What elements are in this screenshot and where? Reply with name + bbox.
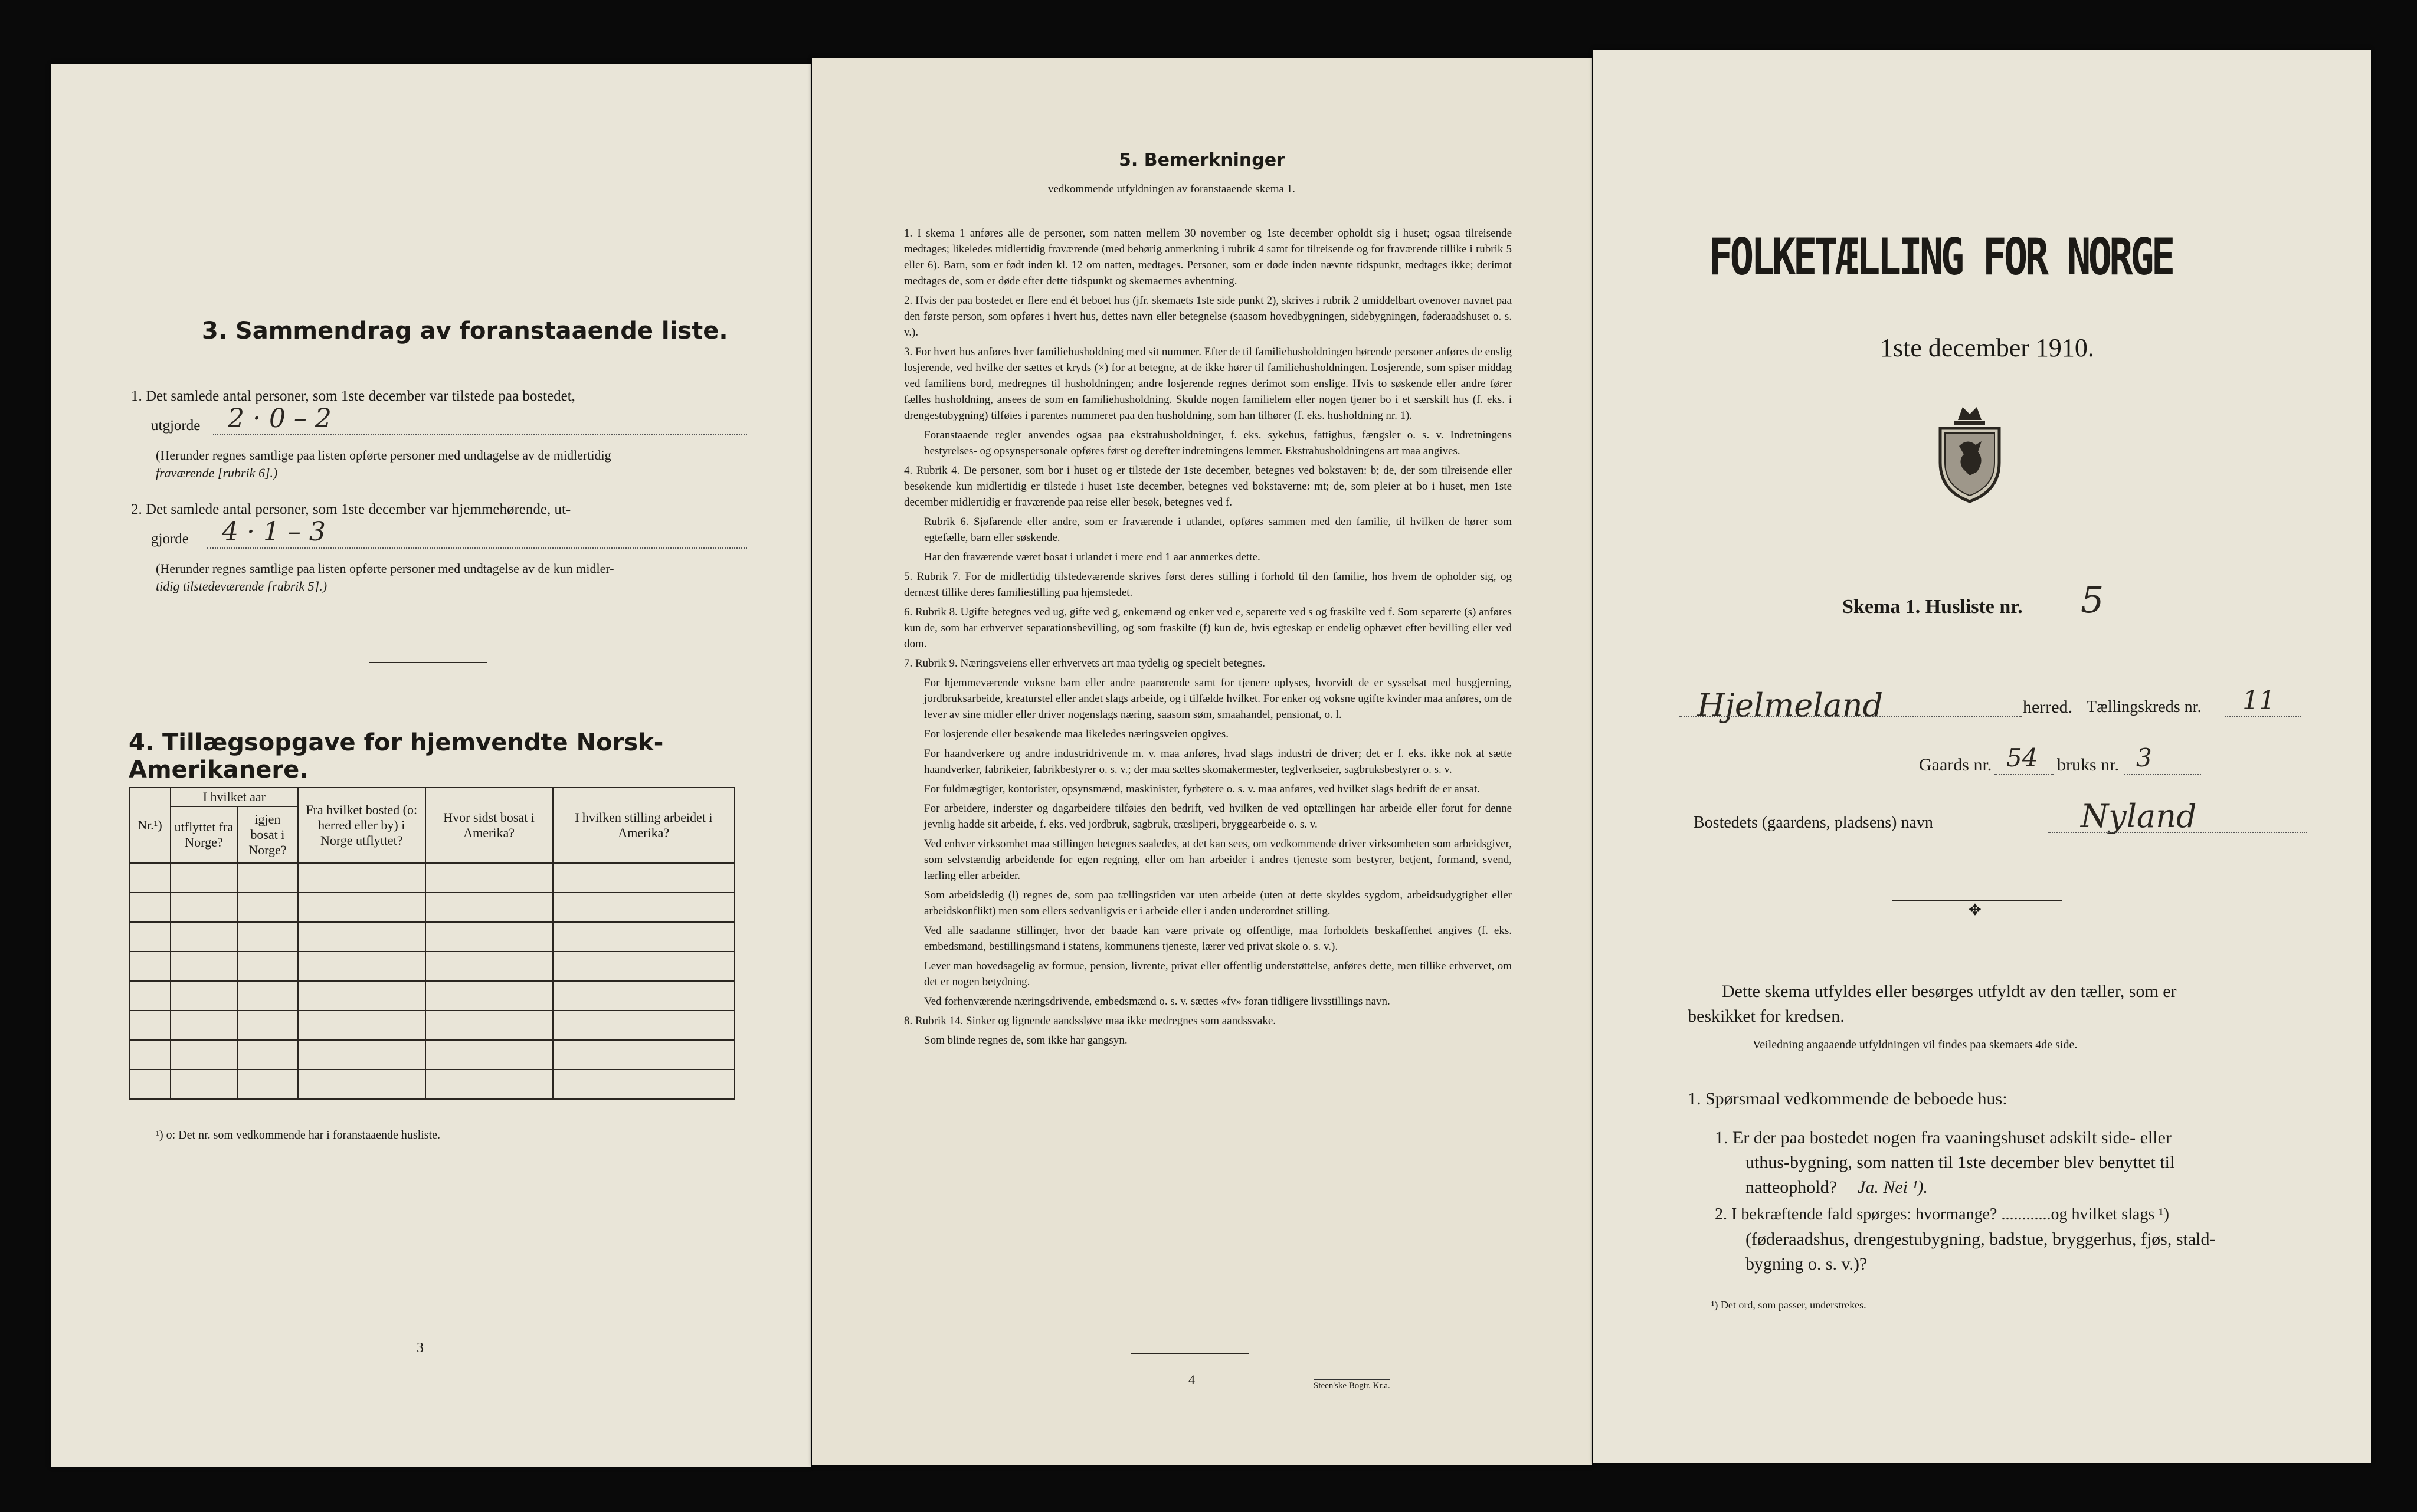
question-2-b: (føderaadshus, drengestubygning, badstue, bryggerhus, fjøs, stald- [1745, 1229, 2216, 1249]
intro-line-1: Dette skema utfyldes eller besørges utfyldt av den tæller, som er [1722, 982, 2177, 1001]
remark-paragraph: Rubrik 6. Sjøfarende eller andre, som er fraværende i utlandet, opføres sammen med den familie, til hvilken de hører som egtefælle, barn eller søskende. [924, 516, 1512, 544]
col-group-aar: I hvilket aar [171, 788, 298, 806]
kreds-label: Tællingskreds nr. [2087, 698, 2202, 716]
question-1: 1. Er der paa bostedet nogen fra vaaningshuset adskilt side- eller [1715, 1128, 2172, 1147]
separator [369, 662, 487, 663]
gaards-value: 54 [2006, 743, 2038, 772]
item2-values: 4 · 1 – 3 [222, 517, 326, 547]
remark-paragraph: For arbeidere, inderster og dagarbeidere tilføies den bedrift, ved hvilken de ved optællingen har arbeide eller forut for denne jevnlig hadde sit arbeide, f. eks. ved jordbruk, sagbruk, træsliperi, bryggearbeide o. s. v. [924, 802, 1512, 831]
table-row [129, 922, 735, 952]
item2-text: 2. Det samlede antal personer, som 1ste december var hjemmehørende, ut- [131, 501, 571, 517]
item2-note-b: tidig tilstedeværende [rubrik 5].) [156, 579, 327, 593]
intro-note: Veiledning angaaende utfyldningen vil findes paa skemaets 4de side. [1753, 1038, 2078, 1051]
col-utflyttet: utflyttet fra Norge? [171, 806, 237, 863]
section-3-heading: 3. Sammendrag av foranstaaende liste. [202, 317, 728, 345]
page-number: 3 [417, 1340, 424, 1356]
bosted-value: Nyland [2081, 798, 2197, 835]
question-1-answer: Ja. Nei ¹). [1858, 1178, 1928, 1197]
table-row [129, 981, 735, 1011]
col-bosted: Fra hvilket bosted (o: herred eller by) i Norge utflyttet? [298, 788, 425, 863]
gaards-label: Gaards nr. [1919, 755, 1992, 775]
col-amerika: Hvor sidst bosat i Amerika? [425, 788, 553, 863]
coat-of-arms-icon [1934, 404, 2005, 504]
printer-mark: Steen'ske Bogtr. Kr.a. [1314, 1379, 1390, 1391]
item1-values: 2 · 0 – 2 [228, 404, 332, 434]
document-title: FOLKETÆLLING FOR NORGE [1709, 228, 2173, 287]
remark-paragraph: 1. I skema 1 anføres alle de personer, som natten mellem 30 november og 1ste december opholdt sig i huset; ogsaa tilreisende medtages; likeledes midlertidig fraværende (med behørig anmerkning i rubrik 4 samt for tilreisende og for fraværende tillike i rubrik 5 eller 6). Barn, som er født inden kl. 12 om natten, medtages. Personer, som er døde inden nævnte tidspunkt, medtages ikke; derimot medtages de, som er døde efter dette tidspunkt og skemaernes avhentning. [904, 227, 1512, 287]
remarks-body [904, 225, 1512, 1052]
col-nr: Nr.¹) [129, 788, 171, 863]
item2-note: (Herunder regnes samtlige paa listen opførte personer med undtagelse av de kun midler- [156, 561, 614, 576]
remark-paragraph: 4. Rubrik 4. De personer, som bor i huset og er tilstede der 1ste december, betegnes ved bokstaven: b; de, der som tilreisende eller besøkende kun midlertidig er tilstede i huset 1ste december, betegnes ved bokstaverne: mt; de, som pleier at bo i huset, men 1ste december midlertidig er fraværende paa reise eller besøk, betegnes ved f. [904, 464, 1512, 509]
remark-paragraph: For fuldmægtiger, kontorister, opsynsmænd, maskinister, fyrbøtere o. s. v. maa anføres, ved hvilket slags bedrift de er ansat. [924, 783, 1481, 795]
right-footnote: ¹) Det ord, som passer, understrekes. [1711, 1299, 1866, 1311]
table-row [129, 1070, 735, 1099]
ornament-icon: ✥ [1969, 901, 1982, 919]
norsk-amerikanere-table [129, 787, 735, 1100]
remark-paragraph: Som arbeidsledig (l) regnes de, som paa tællingstiden var uten arbeide (uten at dette skyldes sygdom, arbeidsudygtighet eller arbeidskonflikt) men som ellers sedvanligvis er i arbeide eller i anden underordnet stilling. [924, 889, 1512, 917]
remark-paragraph: Som blinde regnes de, som ikke har gangsyn. [924, 1034, 1128, 1047]
item1-label: utgjorde [151, 418, 201, 434]
remark-paragraph: Ved alle saadanne stillinger, hvor der baade kan være private og offentlige, maa forholdets beskaffenhet angives (f. eks. embedsmand, bestillingsmand i statens, kommunens tjeneste, lærer ved privat skole o. s. v.). [924, 924, 1512, 953]
remark-paragraph: 6. Rubrik 8. Ugifte betegnes ved ug, gifte ved g, enkemænd og enker ved e, separerte ved s og fraskilte ved f. Som separerte (s) anføres kun de, som har erhvervet separationsbevilling, og som fraskilte (f) kun de, hvis egteskap er endelig ophævet efter bevilling eller ved dom. [904, 606, 1512, 650]
question-2: 2. I bekræftende fald spørges: hvormange? ............og hvilket slags ¹) [1715, 1205, 2169, 1224]
remark-paragraph: Foranstaaende regler anvendes ogsaa paa ekstrahusholdninger, f. eks. sykehus, fattighus, fængsler o. s. v. Indretningens bestyrelses- og opsynspersonale opføres først og derefter indretningens lemmer. Ekstrahusholdningens art maa angives. [924, 429, 1512, 457]
question-1-b: uthus-bygning, som natten til 1ste december blev benyttet til [1745, 1153, 2175, 1172]
question-1-c: natteophold? [1745, 1178, 1837, 1197]
page-left [51, 64, 811, 1467]
schema-label: Skema 1. Husliste nr. [1842, 596, 2023, 618]
herred-label: herred. [2023, 697, 2073, 717]
item1-text: 1. Det samlede antal personer, som 1ste december var tilstede paa bostedet, [131, 388, 575, 404]
table-row [129, 1011, 735, 1040]
remarks-heading: 5. Bemerkninger [1119, 150, 1285, 170]
col-igjen-bosat: igjen bosat i Norge? [237, 806, 298, 863]
table-row [129, 1040, 735, 1070]
remark-paragraph: 8. Rubrik 14. Sinker og lignende aandssløve maa ikke medregnes som aandssvake. [904, 1015, 1276, 1027]
kreds-value: 11 [2242, 686, 2275, 716]
remarks-subheading: vedkommende utfyldningen av foranstaaende skema 1. [1048, 183, 1295, 195]
remark-paragraph: 3. For hvert hus anføres hver familiehusholdning med sit nummer. Efter de til familiehusholdningen hørende personer anføres de enslig losjerende, ved hvilke der sættes et kryds (×) for at betegne, at de ikke hører til familiehusholdningen. Losjerende, som spiser middag ved familiens bord, medregnes til husholdningen; andre losjerende regnes derimot som enslige. Hvis to søskende eller andre fører fælles husholdning, ansees de som en familiehusholdning. Skulde nogen familielem eller nogen tjener bo i et særskilt hus (f. eks. i drengestubygning) tilføies i parentes nummeret paa den husholdning, som han tilhører (f. eks. husholdning nr. 1). [904, 346, 1512, 422]
remark-paragraph: For losjerende eller besøkende maa likeledes næringsveien opgives. [924, 728, 1229, 740]
section-4-heading: 4. Tillægsopgave for hjemvendte Norsk-Amerikanere. [129, 729, 664, 783]
bosted-label: Bostedets (gaardens, pladsens) navn [1694, 814, 1933, 832]
document-date: 1ste december 1910. [1880, 333, 2094, 362]
page-middle [812, 58, 1592, 1465]
remark-paragraph: For hjemmeværende voksne barn eller andre paarørende samt for tjenere oplyses, hvorvidt de er sysselsat med husgjerning, jordbruksarbeide, kreaturstel eller andet slags arbeide, og i tilfælde hvilket. For enker og voksne ugifte kvinder maa anføres, om de lever av sine midler eller driver nogenslags næring, saasom søm, smaahandel, pensionat, o. l. [924, 677, 1512, 721]
remark-paragraph: 5. Rubrik 7. For de midlertidig tilstedeværende skrives først deres stilling i forhold til den familie, hos hvem de opholder sig, og dernæst tillike deres familiestilling paa hjemstedet. [904, 570, 1512, 599]
table-row [129, 893, 735, 922]
remark-paragraph: Lever man hovedsagelig av formue, pension, livrente, privat eller offentlig understøttelse, anføres dette, men tillike erhvervet, om det er nogen betydning. [924, 960, 1512, 988]
question-2-c: bygning o. s. v.)? [1745, 1254, 1868, 1274]
item1-note: (Herunder regnes samtlige paa listen opførte personer med undtagelse av de midlertidig [156, 448, 611, 463]
page-right [1593, 50, 2371, 1463]
table-row [129, 863, 735, 893]
item1-note-b: fraværende [rubrik 6].) [156, 465, 278, 480]
table-row [129, 952, 735, 981]
remark-paragraph: For haandverkere og andre industridrivende m. v. maa anføres, hvad slags industri de driver; det er f. eks. ikke nok at sætte haandverker, fabrikeier, fabrikbestyrer o. s. v.; der maa sættes skomakermester, teglverkseier, sagbruksbestyrer o. s. v. [924, 747, 1512, 776]
herred-value: Hjelmeland [1697, 687, 1884, 724]
page-number: 4 [1188, 1372, 1195, 1387]
bruks-value: 3 [2136, 743, 2152, 772]
questions-heading: 1. Spørsmaal vedkommende de beboede hus: [1688, 1089, 2007, 1108]
remark-paragraph: 7. Rubrik 9. Næringsveiens eller erhvervets art maa tydelig og specielt betegnes. [904, 657, 1266, 670]
col-stilling: I hvilken stilling arbeidet i Amerika? [553, 788, 735, 863]
remark-paragraph: Har den fraværende været bosat i utlandet i mere end 1 aar anmerkes dette. [924, 551, 1260, 563]
remark-paragraph: Ved enhver virksomhet maa stillingen betegnes saaledes, at det kan sees, om vedkommende driver virksomheten som arbeidsgiver, som selvstændig arbeidende for egen regning, eller om han arbeider i andres tjeneste som bestyrer, betjent, formand, svend, lærling eller arbeider. [924, 838, 1512, 882]
remark-paragraph: 2. Hvis der paa bostedet er flere end ét beboet hus (jfr. skemaets 1ste side punkt 2), skrives i rubrik 2 umiddelbart ovenover navnet paa den første person, som opføres i hvert hus, dettes navn eller betegnelse (saasom hovedbygningen, sidebygningen, føderaadshuset o. s. v.). [904, 294, 1512, 339]
husliste-number: 5 [2081, 578, 2104, 621]
bruks-label: bruks nr. [2057, 755, 2119, 775]
remark-paragraph: Ved forhenværende næringsdrivende, embedsmænd o. s. v. sættes «fv» foran tidligere livsstillings navn. [924, 995, 1390, 1008]
separator [1131, 1353, 1249, 1354]
item2-label: gjorde [151, 531, 189, 547]
table-footnote: ¹) o: Det nr. som vedkommende har i foranstaaende husliste. [156, 1129, 440, 1142]
intro-line-2: beskikket for kredsen. [1688, 1006, 1845, 1026]
